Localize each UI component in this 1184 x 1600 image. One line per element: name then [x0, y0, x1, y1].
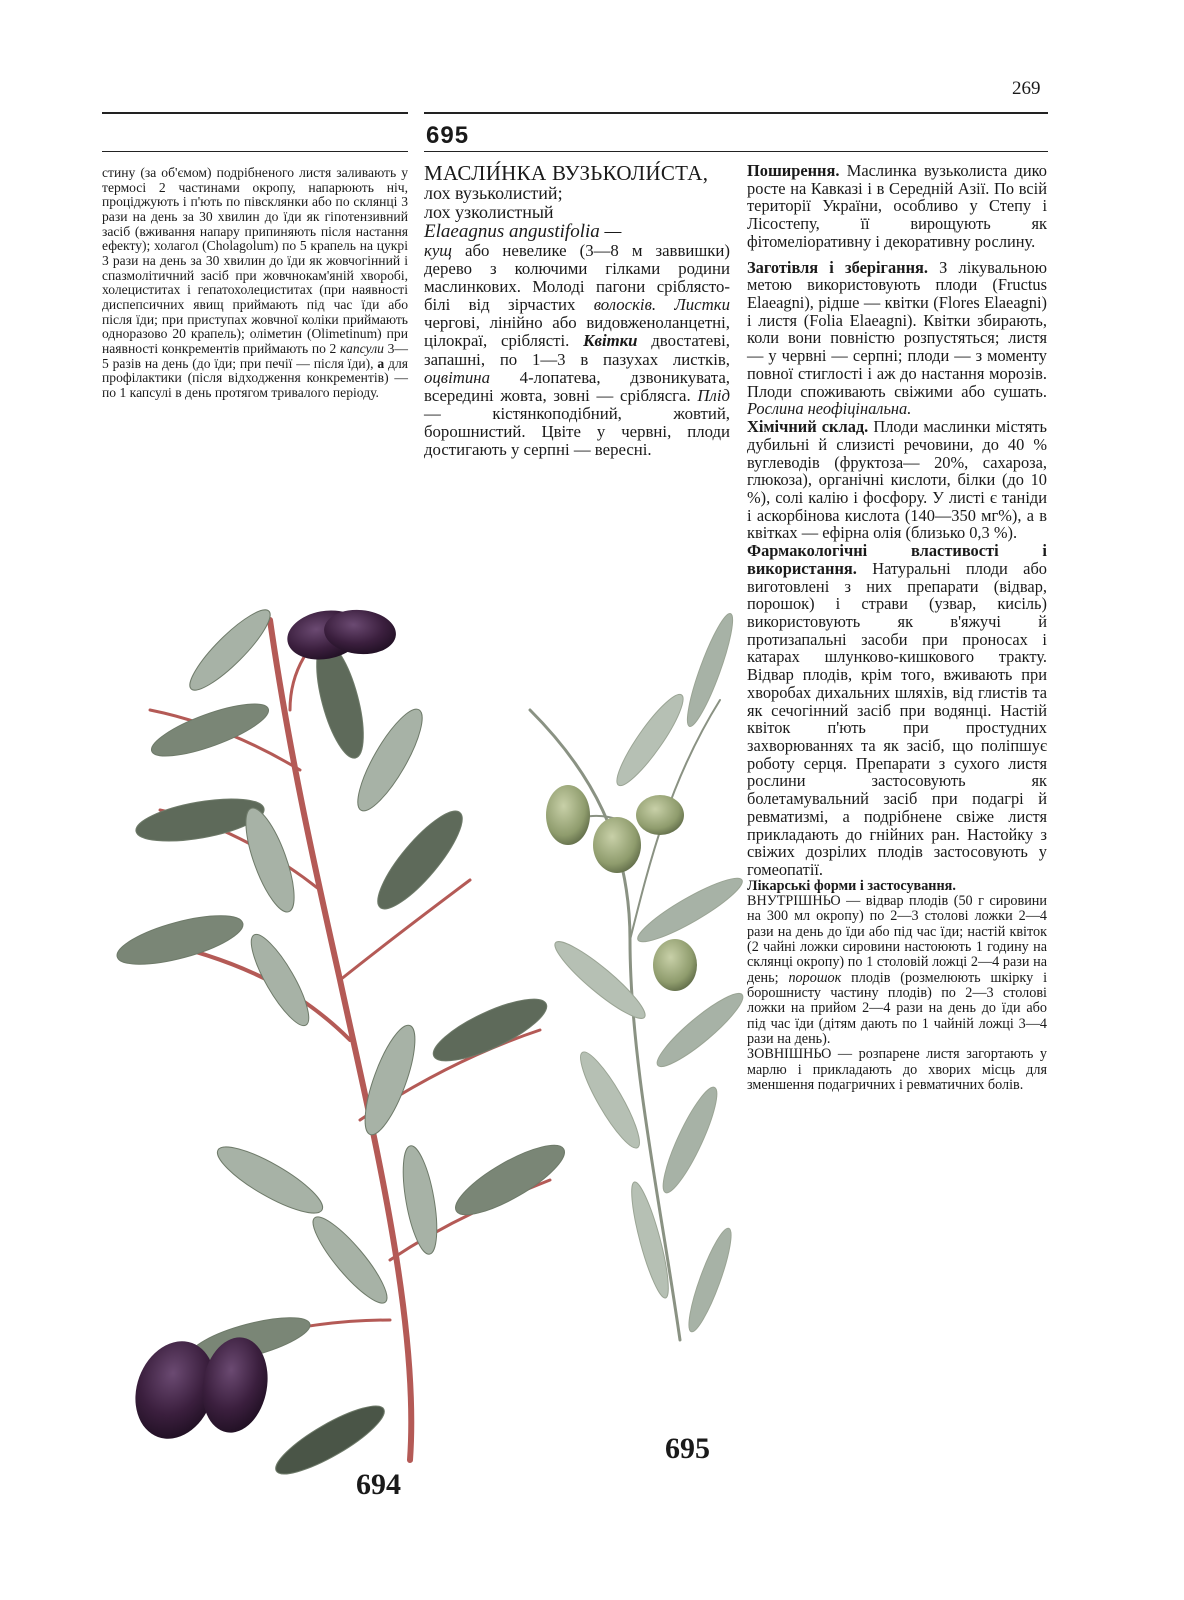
section-harvesting: Заготівля і зберігання. З лікувальною метою використовують плоди (Fructus Elaeagni), рідше — квітки (Flores Elaeagni) і листя (Folia Elaeagni). Квітки збирають, коли вони повністю розпустяться; листя — у червні — серпні; плоди — з моменту повної стиглості і аж до настання морозів. Плоди споживають свіжими або сушать. Рослина неофіцінальна.: [747, 257, 1047, 419]
leaves-695: [548, 610, 750, 1335]
species-title: МАСЛИ́НКА ВУЗЬКОЛИ́СТА,: [424, 161, 709, 185]
synonym-russian: лох узколистный: [424, 201, 554, 222]
species-description: кущ або невелике (3—8 м заввишки) дерево з колючими гілками родини маслинкових. Молоді пагони сріблясто-білі від зірчастих волосків. Листки чергові, лінійно або видовженоланцетні, цілокраї, сріблясті. Квітки двостатеві, запашні, по 1—3 в пазухах листків, оцвітина 4-лопатева, дзвоникувата, всередині жовта, зовні — сріблясга. Плід — кістянкоподібний, жовтий, борошнистий. Цвіте у червні, плоди достигають у серпні — вересні.: [424, 240, 731, 460]
synonym-ukrainian: лох вузьколистий;: [424, 183, 563, 204]
left-column: [102, 166, 408, 401]
section-chemistry: Хімічний склад. Плоди маслинки містять дубильні й слизисті речовини, до 40 % вуглеводів (фруктоза— 20%, сахароза, глюкоза), органічні кислоти, білки (до 10 %), солі калію і фосфору. У листі є таніди і аскорбінова кислота (140—350 мг%), а в квітках — ефірна олія (близько 0,3 %).: [747, 417, 1047, 543]
figure-label-694: 694: [356, 1468, 401, 1501]
section-pharmacology: Фармакологічні властивості і використання. Натуральні плоди або виготовлені з них препарати (відвар, порошок) і страви (узвар, кисіль) використовують як в'яжучі й протизапальні засоби при проносах і катарах шлунково-кишкового тракту. Відвар плодів, крім того, вживають при хворобах дихальних шляхів, від глистів та як сечогінний засіб при водянці. Настій квіток п'ють при простудних захворюваннях та як засіб, що поліпшує роботу серця. Препарати з сухого листя рослини застосовують як болетамувальний засіб при подагрі й ревматизмі, а подрібнене свіже листя прикладають до гнійних ран. Настойку з свіжих дозрілих плодів застосовують у гомеопатії.: [747, 541, 1047, 880]
header-rule-right: [424, 112, 1048, 114]
figure-label-695: 695: [665, 1432, 710, 1465]
entry-rule-left: [102, 151, 408, 152]
latin-name: Elaeagnus angustifolia —: [424, 220, 622, 242]
section-distribution: Поширення. Маслинка вузьколиста дико росте на Кавказі і в Середній Азії. По всій території України, особливо у Степу і Лісостепу, її вирощують як фітомеліоративну і декоративну рослину.: [747, 161, 1047, 251]
page-number: 269: [1012, 78, 1041, 99]
section-dosage: Лікарські форми і застосування. ВНУТРІШНЬО — відвар плодів (50 г сировини на 300 мл окропу) по 2—3 столові ложки 2—4 рази на день до їди або під час їди; настій квіток (2 чайні ложки сировини настоюють 1 годину на склянці окропу) по 1 столовій ложці 2—4 рази на день; порошок плодів (розмелюють шкірку і борошнисту частину плодів) по 2—3 столові ложки на прийом 2—4 рази на день до їди або під час їди (дітям дають по 1 чайній ложці 3—4 рази на день). ЗОВНІШНЬО — розпарене листя загортають у марлю і прикладають до хворих місць для зменшення подагричних і ревматичних болів.: [747, 877, 1048, 1094]
entry-rule-right: [424, 151, 1048, 152]
entry-number-heading: 695: [426, 122, 470, 149]
right-column: [747, 162, 1047, 1093]
header-rule-left: [102, 112, 408, 114]
botanical-illustration: [90, 560, 750, 1490]
middle-column: [424, 162, 730, 459]
left-column-text: стину (за об'ємом) подрібненого листя заливають у термосі 2 частинами окропу, напарюють ніч, проціджують і п'ють по півсклянки або по склянці 3 рази на день за 30 хвилин до їди як гіпотензивний засіб (вживання напару припиняють після настання ефекту); холагол (Cholagolum) по 5 крапель на цукрі 3 рази на день за 30 хвилин до їди як жовчогінний і спазмолітичний засіб при жовчнокам'яній хворобі, холециститах і гепатохолециститах (при наявності диспепсичних явищ приймають під час їди або після їди; при приступах жовчної коліки приймають одноразово 20 крапель); оліметин (Olimetinum) при наявності конкрементів приймають по 2 капсули 3—5 разів на день (до їди; при печії — після їди), а для профілактики (після відходження конкрементів) — по 1 капсулі в день протягом тривалого періоду.: [102, 165, 408, 401]
